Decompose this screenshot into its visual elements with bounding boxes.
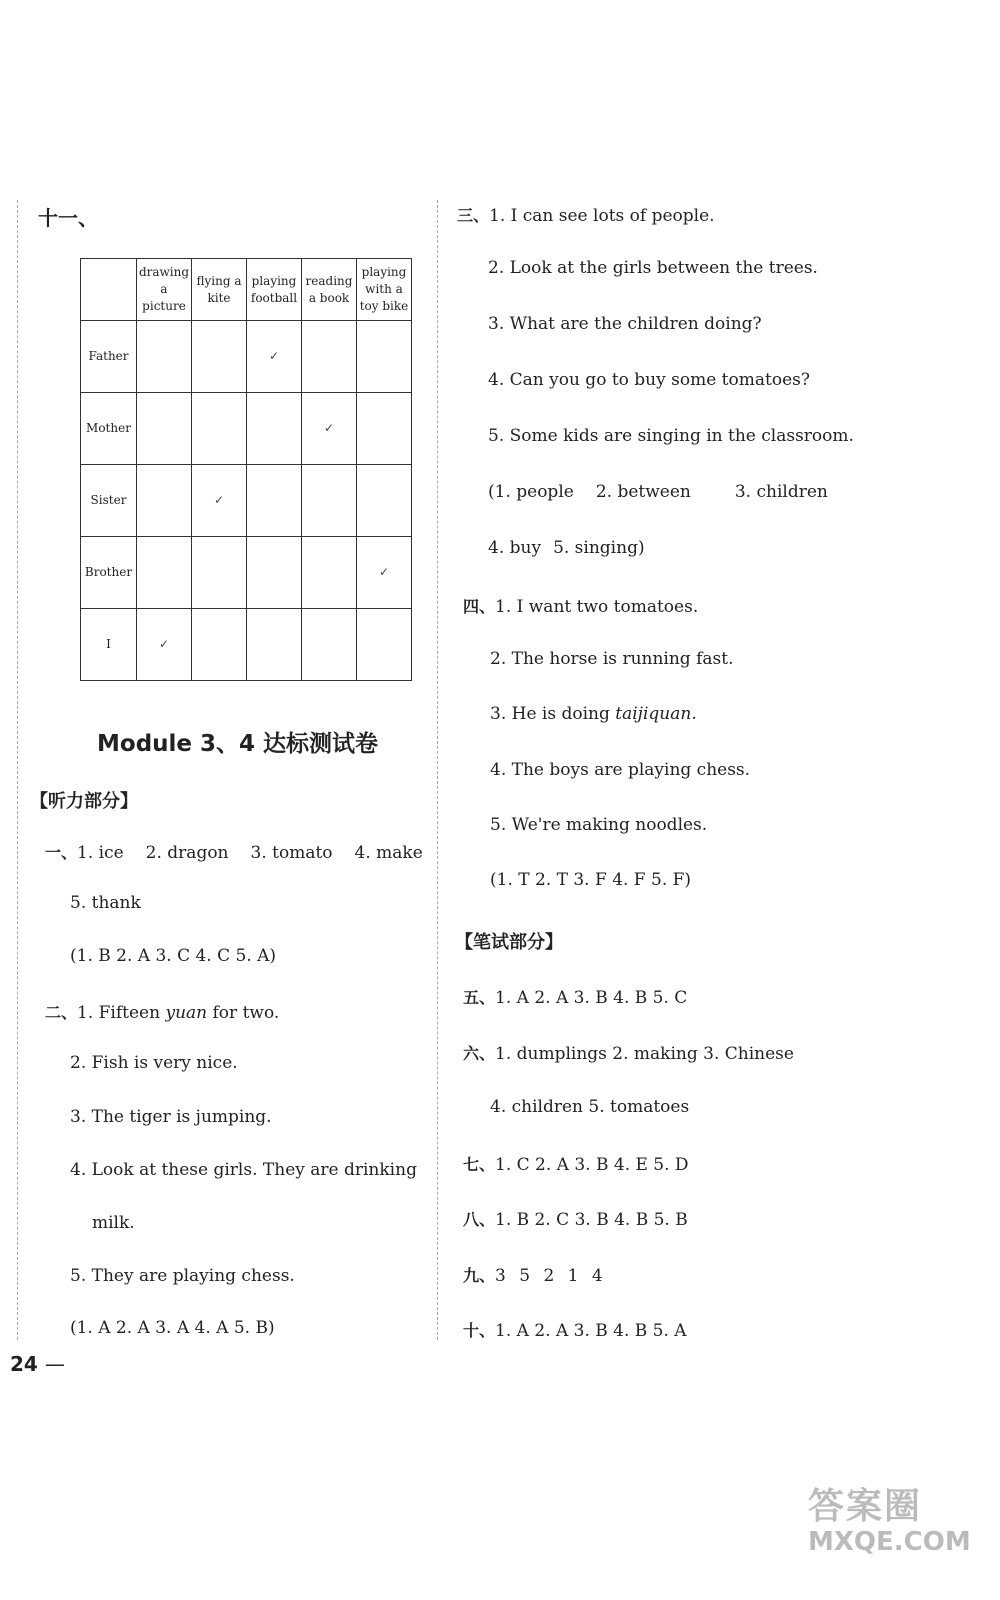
item-text: . (691, 704, 697, 724)
answer-item: 2. dragon (145, 843, 229, 863)
check-cell (192, 609, 247, 681)
section-7 (463, 1152, 689, 1175)
check-cell (192, 393, 247, 465)
module-title: Module 3、4 达标测试卷 (97, 731, 379, 757)
section-4-item3 (490, 704, 697, 724)
written-header: 【笔试部分】 (455, 932, 563, 953)
section-4-item2: 2. The horse is running fast. (490, 649, 734, 669)
section-2-answers: (1. A 2. A 3. A 4. A 5. B) (70, 1318, 275, 1338)
check-cell (137, 393, 192, 465)
watermark-logo: 答案圈 (808, 1486, 923, 1527)
item-text: 1. A 2. A 3. B 4. B 5. C (495, 988, 688, 1008)
section-1-answers: (1. B 2. A 3. C 4. C 5. A) (70, 946, 277, 966)
column-divider (437, 200, 438, 1340)
section-8 (463, 1207, 688, 1230)
section-8-label: 八、 (463, 1210, 496, 1229)
answer-item: 2. between (595, 482, 691, 502)
check-cell (247, 465, 302, 537)
watermark-url: MXQE.COM (808, 1527, 971, 1557)
check-cell: ✓ (192, 465, 247, 537)
answer-item: 3. children (734, 482, 828, 502)
listening-header: 【听力部分】 (30, 791, 138, 812)
check-cell (302, 537, 357, 609)
item-text: for two. (207, 1003, 280, 1023)
section-4-item4: 4. The boys are playing chess. (490, 760, 751, 780)
section-1-line1 (45, 840, 423, 863)
item-text: 1. C 2. A 3. B 4. E 5. D (495, 1155, 689, 1175)
section-3-item5: 5. Some kids are singing in the classroom. (488, 426, 854, 446)
answer-item: 4. make (354, 843, 423, 863)
check-cell (357, 321, 412, 393)
check-cell (137, 465, 192, 537)
table-row (81, 465, 412, 537)
section-7-label: 七、 (463, 1155, 496, 1174)
answer-item: 3. tomato (250, 843, 333, 863)
check-cell (302, 321, 357, 393)
section-3-item2: 2. Look at the girls between the trees. (488, 258, 818, 278)
section-2-item3: 3. The tiger is jumping. (70, 1107, 272, 1127)
check-cell (357, 609, 412, 681)
answer-item: 5. singing) (553, 538, 645, 558)
row-label: Brother (81, 537, 137, 609)
check-cell (302, 465, 357, 537)
table-header-row (81, 259, 412, 321)
section-4-label: 四、 (463, 597, 496, 616)
item-text: 1. B 2. C 3. B 4. B 5. B (495, 1210, 688, 1230)
row-label: I (81, 609, 137, 681)
left-margin-line (17, 200, 18, 1340)
table-row (81, 537, 412, 609)
section-2-label: 二、 (45, 1003, 78, 1022)
item-text: 3 5 2 1 4 (495, 1266, 603, 1286)
section-3-item1 (457, 203, 715, 226)
section-4-item1 (463, 594, 698, 617)
section-6-line1 (463, 1041, 794, 1064)
check-cell (247, 609, 302, 681)
table-row (81, 393, 412, 465)
section-11-label: 十一、 (38, 206, 98, 230)
section-1-label: 一、 (45, 843, 78, 862)
check-cell (247, 393, 302, 465)
answer-item: (1. people (488, 482, 574, 502)
col-header: drawing a picture (137, 259, 192, 321)
row-label: Mother (81, 393, 137, 465)
col-header: playing football (247, 259, 302, 321)
item-italic: taijiquan (615, 704, 692, 724)
section-3-item3: 3. What are the children doing? (488, 314, 762, 334)
check-cell (192, 321, 247, 393)
check-cell (192, 537, 247, 609)
answer-item: 4. buy (488, 538, 542, 558)
row-label: Sister (81, 465, 137, 537)
section-9-label: 九、 (463, 1266, 496, 1285)
section-3-answers2 (488, 538, 645, 558)
section-2-item4-cont: milk. (92, 1213, 135, 1233)
item-text: 1. A 2. A 3. B 4. B 5. A (495, 1321, 687, 1341)
section-2-item1 (45, 1000, 279, 1023)
col-header: flying a kite (192, 259, 247, 321)
section-4-answers: (1. T 2. T 3. F 4. F 5. F) (490, 870, 692, 890)
check-cell: ✓ (247, 321, 302, 393)
section-3-label: 三、 (457, 206, 490, 225)
col-header: reading a book (302, 259, 357, 321)
check-cell: ✓ (137, 609, 192, 681)
table-row (81, 609, 412, 681)
col-header: playing with a toy bike (357, 259, 412, 321)
section-10-label: 十、 (463, 1321, 496, 1340)
check-cell (357, 465, 412, 537)
table-corner-cell (81, 259, 137, 321)
check-cell (357, 393, 412, 465)
check-cell: ✓ (302, 393, 357, 465)
section-4-item5: 5. We're making noodles. (490, 815, 708, 835)
check-cell (137, 537, 192, 609)
section-6-line2: 4. children 5. tomatoes (490, 1097, 690, 1117)
row-label: Father (81, 321, 137, 393)
answer-item: 1. ice (77, 843, 124, 863)
activity-table (80, 258, 412, 681)
item-text: 3. He is doing (490, 704, 616, 724)
section-2-item2: 2. Fish is very nice. (70, 1053, 238, 1073)
item-text: 1. dumplings 2. making 3. Chinese (495, 1044, 794, 1064)
item-italic: yuan (165, 1003, 208, 1023)
section-1-line2: 5. thank (70, 893, 141, 913)
check-cell (137, 321, 192, 393)
check-cell: ✓ (357, 537, 412, 609)
table-row (81, 321, 412, 393)
page-number-text: 24 (10, 1352, 38, 1376)
item-text: 1. Fifteen (77, 1003, 166, 1023)
section-5-label: 五、 (463, 988, 496, 1007)
section-6-label: 六、 (463, 1044, 496, 1063)
section-10 (463, 1318, 687, 1341)
item-text: 1. I can see lots of people. (489, 206, 715, 226)
item-text: 1. I want two tomatoes. (495, 597, 699, 617)
section-2-item4: 4. Look at these girls. They are drinking (70, 1160, 417, 1180)
section-3-item4: 4. Can you go to buy some tomatoes? (488, 370, 810, 390)
check-cell (302, 609, 357, 681)
section-5 (463, 985, 687, 1008)
page-number: 24 — (10, 1352, 65, 1376)
section-3-answers1 (488, 482, 828, 502)
check-cell (247, 537, 302, 609)
section-9 (463, 1263, 603, 1286)
section-2-item5: 5. They are playing chess. (70, 1266, 295, 1286)
